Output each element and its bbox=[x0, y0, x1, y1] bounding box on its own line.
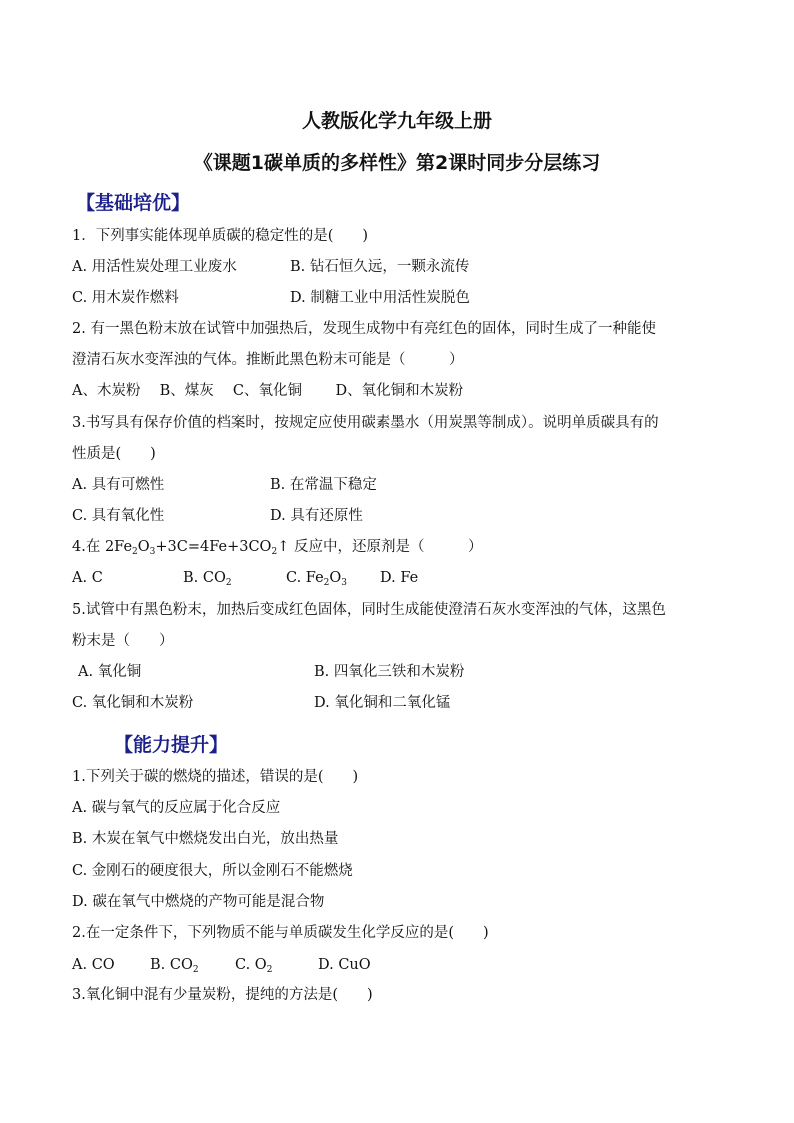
question-5-option-d: D. 氧化铜和二氧化锰 bbox=[314, 695, 451, 711]
question-4-stem bbox=[72, 537, 482, 557]
advanced-question-2-option-b: B. $CO_2$ bbox=[150, 957, 199, 975]
advanced-question-2-stem: 2.在一定条件下，下列物质不能与单质碳发生化学反应的是( ) bbox=[72, 925, 489, 941]
section-heading-advanced: 【能力提升】 bbox=[114, 734, 229, 756]
question-4-equation: $2Fe_2O_3+3C=4Fe+3CO_2↑$ bbox=[104, 539, 290, 557]
question-3-option-c: C. 具有氧化性 bbox=[72, 508, 165, 524]
advanced-question-2-option-a: A. CO bbox=[72, 957, 115, 973]
advanced-question-1-option-d: D. 碳在氧气中燃烧的产物可能是混合物 bbox=[72, 894, 325, 910]
question-5-option-c: C. 氧化铜和木炭粉 bbox=[72, 695, 194, 711]
advanced-question-1-stem: 1.下列关于碳的燃烧的描述，错误的是( ) bbox=[72, 769, 359, 785]
question-4-option-a: A. C bbox=[72, 570, 103, 586]
question-4-stem-suffix: 反应中，还原剂是（ ） bbox=[293, 539, 483, 555]
question-4-option-b: B. $CO_2$ bbox=[183, 570, 232, 588]
question-4-stem-prefix: 4.在 bbox=[72, 539, 101, 555]
question-3-stem-line-1: 3.书写具有保存价值的档案时，按规定应使用碳素墨水（用炭黑等制成）。说明单质碳具有的 bbox=[72, 415, 659, 431]
advanced-question-2-option-c: C. $O_2$ bbox=[235, 957, 273, 975]
question-2-stem-line-1: 2. 有一黑色粉末放在试管中加强热后，发现生成物中有亮红色的固体，同时生成了一种能使 bbox=[72, 321, 656, 337]
section-heading-basic: 【基础培优】 bbox=[76, 192, 191, 214]
question-3-option-b: B. 在常温下稳定 bbox=[270, 477, 377, 493]
advanced-question-1-option-b: B. 木炭在氧气中燃烧发出白光，放出热量 bbox=[72, 831, 339, 847]
question-3-option-d: D. 具有还原性 bbox=[270, 508, 363, 524]
question-1-option-c: C. 用木炭作燃料 bbox=[72, 290, 179, 306]
advanced-question-3-stem: 3.氧化铜中混有少量炭粉，提纯的方法是( ) bbox=[72, 987, 373, 1003]
question-5-stem-line-1: 5.试管中有黑色粉末，加热后变成红色固体，同时生成能使澄清石灰水变浑浊的气体，这黑色 bbox=[72, 602, 666, 618]
question-1-option-a: A. 用活性炭处理工业废水 bbox=[72, 259, 237, 275]
question-2-options: A、木炭粉 B、煤灰 C、氧化铜 D、氧化铜和木炭粉 bbox=[72, 383, 464, 399]
question-4-option-d: D. Fe bbox=[380, 570, 419, 586]
advanced-question-2-option-d: D. CuO bbox=[318, 957, 371, 973]
question-1-option-b: B. 钻石恒久远，一颗永流传 bbox=[290, 259, 470, 275]
page-subtitle: 《课题1碳单质的多样性》第2课时同步分层练习 bbox=[193, 152, 601, 174]
question-2-stem-line-2: 澄清石灰水变浑浊的气体。推断此黑色粉末可能是（ ） bbox=[72, 352, 464, 368]
question-1-stem: 1．下列事实能体现单质碳的稳定性的是( ) bbox=[72, 228, 369, 244]
question-1-option-d: D. 制糖工业中用活性炭脱色 bbox=[290, 290, 470, 306]
page-title: 人教版化学九年级上册 bbox=[301, 110, 492, 132]
question-5-option-a: A. 氧化铜 bbox=[78, 664, 142, 680]
question-5-stem-line-2: 粉末是（ ） bbox=[72, 633, 174, 649]
question-3-option-a: A. 具有可燃性 bbox=[72, 477, 165, 493]
question-5-option-b: B. 四氧化三铁和木炭粉 bbox=[314, 664, 465, 680]
advanced-question-1-option-a: A. 碳与氧气的反应属于化合反应 bbox=[72, 800, 281, 816]
question-4-option-c: C. $Fe_2O_3$ bbox=[286, 570, 348, 588]
advanced-question-1-option-c: C. 金刚石的硬度很大，所以金刚石不能燃烧 bbox=[72, 863, 353, 879]
question-3-stem-line-2: 性质是( ) bbox=[72, 446, 156, 462]
